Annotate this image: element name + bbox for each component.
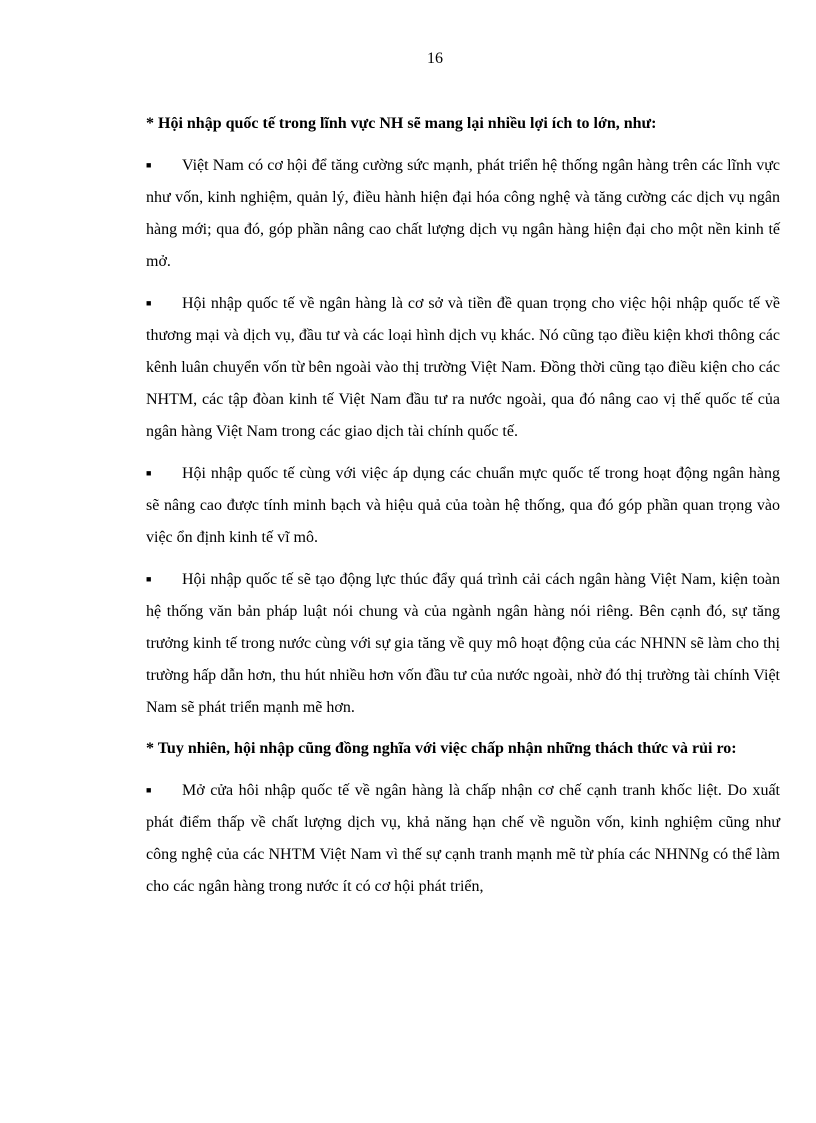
bullet-paragraph: [146, 563, 780, 724]
bullet-text: Hội nhập quốc tế sẽ tạo động lực thúc đẩy quá trình cải cách ngân hàng Việt Nam, kiện toàn hệ thống văn bản pháp luật nói chung và của ngành ngân hàng nói riêng. Bên cạnh đó, sự tăng trưởng kinh tế trong nước cùng với sự gia tăng về quy mô hoạt động của các NHNN sẽ làm cho thị trường hấp dẫn hơn, thu hút nhiều hơn vốn đầu tư của nước ngoài, nhờ đó thị trường tài chính Việt Nam sẽ phát triển mạnh mẽ hơn.: [146, 571, 780, 716]
bullet-paragraph: [146, 774, 780, 903]
section-heading-benefits: * Hội nhập quốc tế trong lĩnh vực NH sẽ mang lại nhiều lợi ích to lớn, như:: [146, 115, 657, 132]
page-number: 16: [427, 50, 443, 67]
document-body: [146, 108, 780, 912]
bullet-marker-icon: ■: [146, 160, 152, 170]
bullet-paragraph: [146, 149, 780, 278]
bullet-marker-icon: ■: [146, 468, 152, 478]
bullet-marker-icon: ■: [146, 298, 152, 308]
bullet-paragraph: [146, 287, 780, 448]
bullet-marker-icon: ■: [146, 785, 152, 795]
bullet-marker-icon: ■: [146, 574, 152, 584]
bullet-text: Mở cửa hôi nhập quốc tế về ngân hàng là chấp nhận cơ chế cạnh tranh khốc liệt. Do xuất phát điểm thấp về chất lượng dịch vụ, khả năng hạn chế về nguồn vốn, kinh nghiệm cũng như công nghệ của các NHTM Việt Nam vì thế sự cạnh tranh mạnh mẽ từ phía các NHNNg có thể làm cho các ngân hàng trong nước ít có cơ hội phát triển,: [146, 782, 780, 895]
bullet-text: Việt Nam có cơ hội để tăng cường sức mạnh, phát triển hệ thống ngân hàng trên các lĩnh vực như vốn, kinh nghiệm, quản lý, điều hành hiện đại hóa công nghệ và tăng cường các dịch vụ ngân hàng mới; qua đó, góp phần nâng cao chất lượng dịch vụ ngân hàng hiện đại cho một nền kinh tế mở.: [146, 157, 780, 270]
section-heading-challenges: * Tuy nhiên, hội nhập cũng đồng nghĩa với việc chấp nhận những thách thức và rủi ro:: [146, 740, 737, 757]
bullet-text: Hội nhập quốc tế cùng với việc áp dụng các chuẩn mực quốc tế trong hoạt động ngân hàng sẽ nâng cao được tính minh bạch và hiệu quả của toàn hệ thống, qua đó góp phần quan trọng vào việc ổn định kinh tế vĩ mô.: [146, 465, 780, 546]
bullet-text: Hội nhập quốc tế về ngân hàng là cơ sở và tiền đề quan trọng cho việc hội nhập quốc tế về thương mại và dịch vụ, đầu tư và các loại hình dịch vụ khác. Nó cũng tạo điều kiện khơi thông các kênh luân chuyển vốn từ bên ngoài vào thị trường Việt Nam. Đồng thời cũng tạo điều kiện cho các NHTM, các tập đòan kinh tế Việt Nam đầu tư ra nước ngoài, qua đó nâng cao vị thế quốc tế của ngân hàng Việt Nam trong các giao dịch tài chính quốc tế.: [146, 295, 780, 440]
bullet-paragraph: [146, 457, 780, 554]
